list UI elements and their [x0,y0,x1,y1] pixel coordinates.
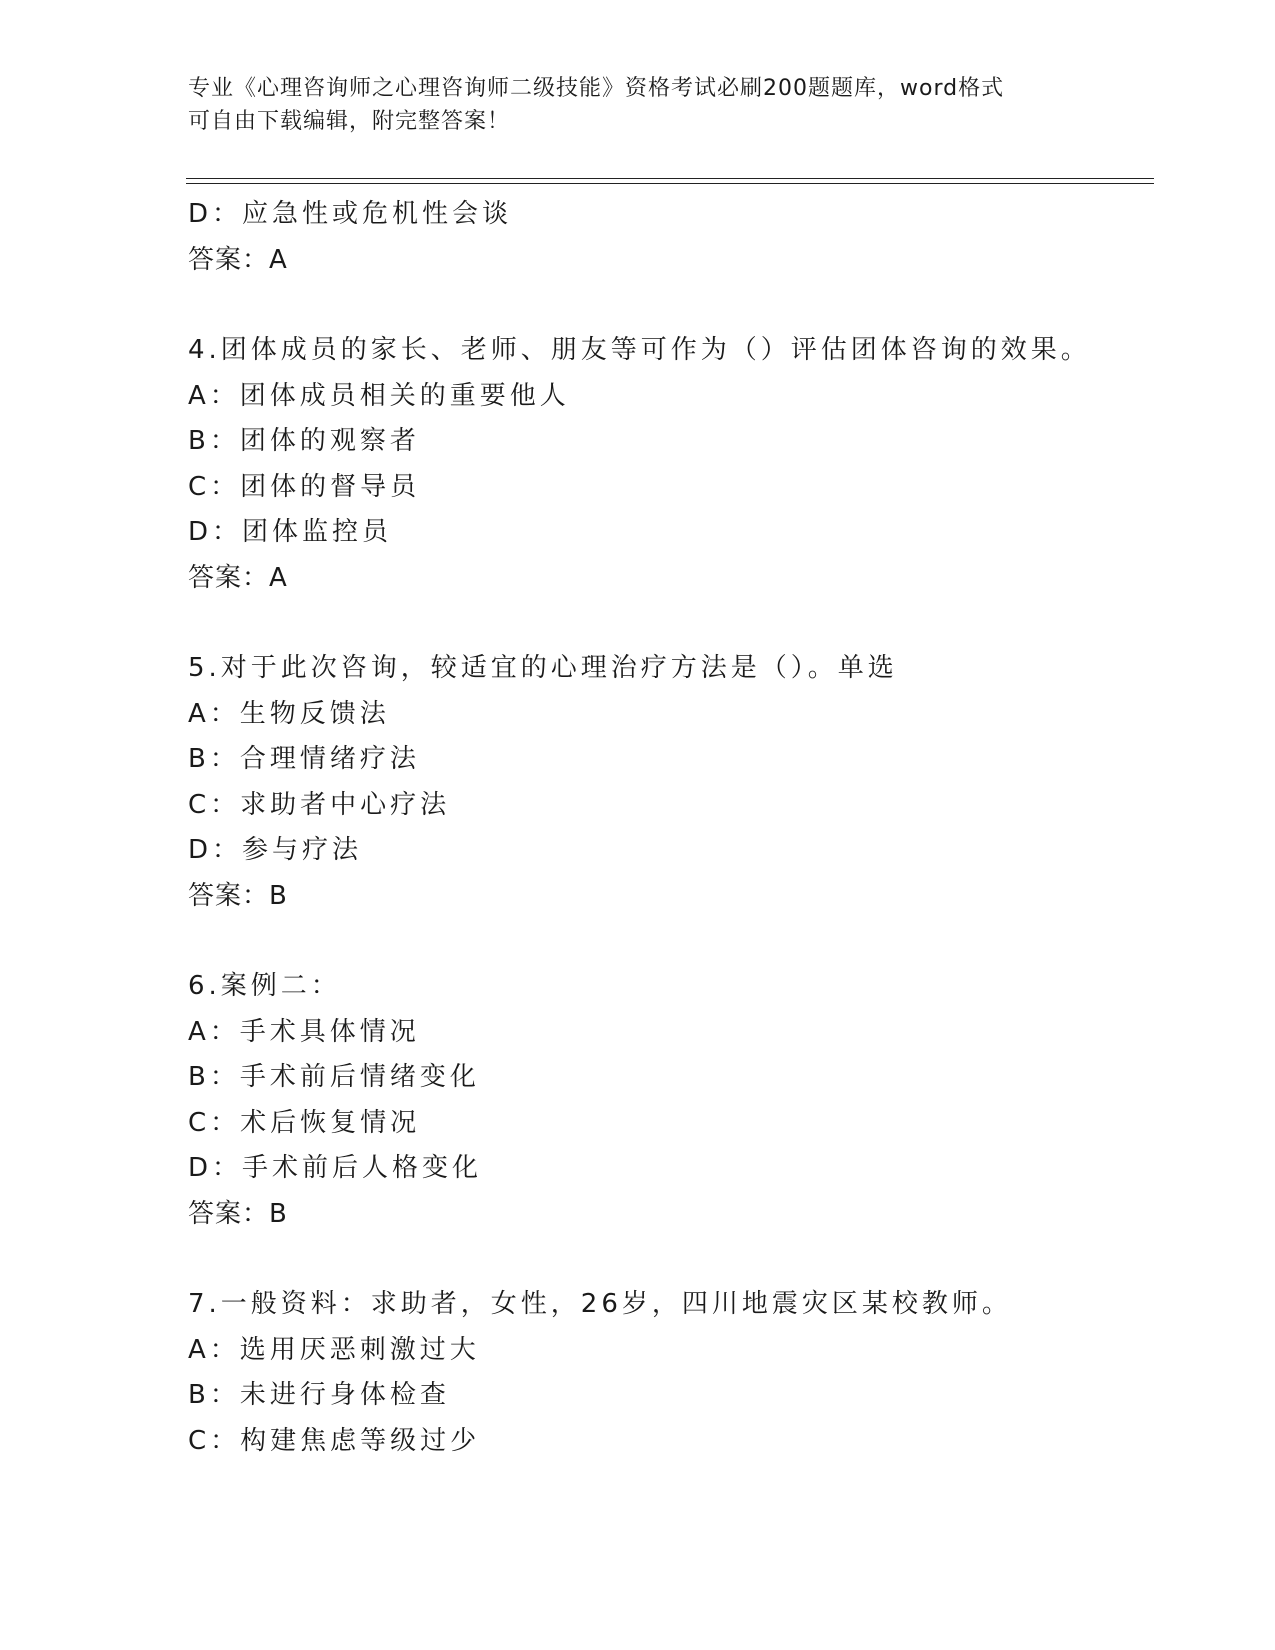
spacer [188,1237,1148,1282]
header-line-2: 可自由下载编辑，附完整答案！ [188,109,511,134]
question-text: 5.对于此次咨询，较适宜的心理治疗方法是（）。单选 [188,653,898,683]
question-7 [188,1282,1148,1464]
option-a: A：选用厌恶刺激过大 [188,1334,480,1365]
question-5 [188,646,1148,919]
option-d: D：参与疗法 [188,835,363,865]
option-a: A：团体成员相关的重要他人 [188,380,570,411]
question-6 [188,964,1148,1237]
question-3-tail [188,192,1148,283]
option-c: C：求助者中心疗法 [188,789,451,820]
question-4 [188,328,1148,601]
option-b: B：团体的观察者 [188,426,420,456]
spacer [188,601,1148,646]
option-c: C：术后恢复情况 [188,1107,421,1138]
header-divider-bottom [186,183,1154,184]
question-text: 4.团体成员的家长、老师、朋友等可作为（）评估团体咨询的效果。 [188,335,1091,365]
question-text: 7.一般资料：求助者，女性，26岁，四川地震灾区某校教师。 [188,1289,1012,1319]
spacer [188,283,1148,328]
option-b: B：合理情绪疗法 [188,744,420,774]
option-d: D：团体监控员 [188,517,393,547]
answer: 答案：A [188,562,288,593]
option-a: A：生物反馈法 [188,698,390,729]
option-d: D：应急性或危机性会谈 [188,199,513,229]
answer: 答案：B [188,880,288,911]
answer: 答案：B [188,1198,288,1229]
answer: 答案：A [188,244,288,275]
option-d: D：手术前后人格变化 [188,1153,483,1183]
option-c: C：构建焦虑等级过少 [188,1425,481,1456]
question-text: 6.案例二： [188,971,341,1001]
header-divider-top [186,178,1154,179]
header-line-1: 专业《心理咨询师之心理咨询师二级技能》资格考试必刷200题题库，word格式 [188,76,1005,101]
question-list [188,192,1148,1464]
option-a: A：手术具体情况 [188,1016,420,1047]
option-c: C：团体的督导员 [188,471,421,502]
option-b: B：未进行身体检查 [188,1380,450,1410]
spacer [188,919,1148,964]
document-header [188,72,1088,138]
option-b: B：手术前后情绪变化 [188,1062,480,1092]
